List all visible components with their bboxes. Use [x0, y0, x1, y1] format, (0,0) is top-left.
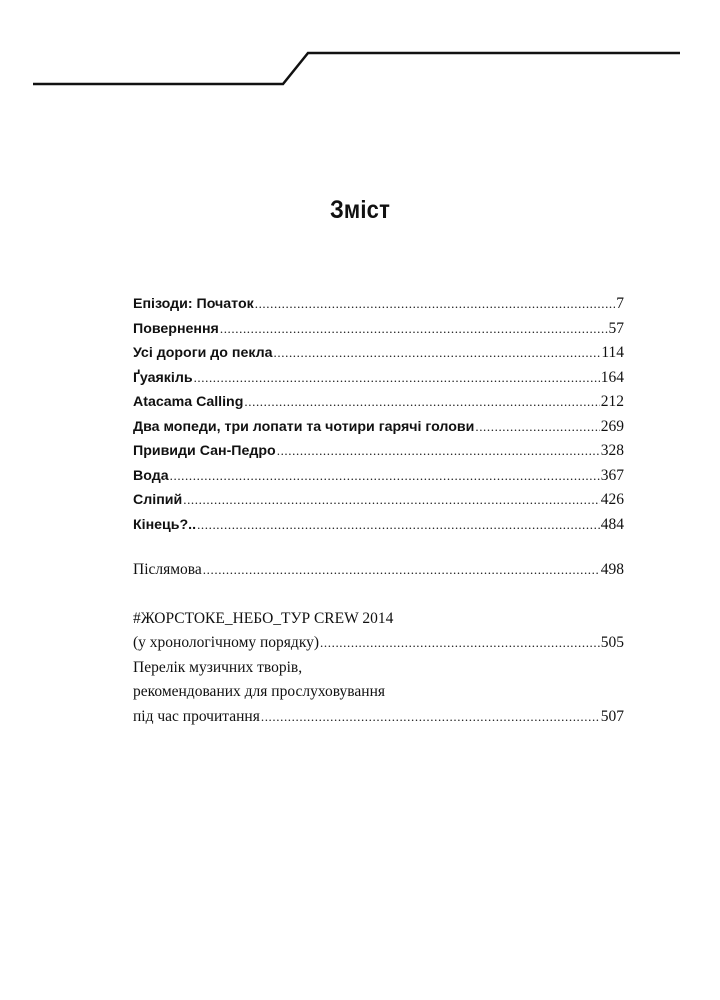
toc-entry[interactable] — [133, 464, 624, 489]
toc-entry-page: 7 — [616, 295, 624, 312]
dot-leader — [220, 317, 608, 342]
toc-entry-page: 114 — [601, 344, 624, 361]
toc-entry-page: 328 — [600, 442, 624, 459]
toc-entry-page: 212 — [600, 393, 624, 410]
dot-leader — [255, 292, 616, 317]
spacer — [133, 583, 624, 607]
toc-backmatter — [133, 558, 624, 729]
toc-entry-title: (у хронологічному порядку) — [133, 634, 320, 651]
toc-entry-title: Atacama Calling — [133, 394, 244, 410]
toc-entry-page: 498 — [600, 561, 624, 578]
toc-entry-title: Вода — [133, 467, 169, 484]
toc-entry-title: Два мопеди, три лопати та чотири гарячі голови — [133, 418, 475, 435]
toc-entry[interactable] — [133, 341, 624, 366]
toc-entry[interactable] — [133, 488, 624, 513]
toc-entry-title: Епізоди: Початок — [133, 296, 254, 312]
toc-entry-title: Привиди Сан-Педро — [133, 443, 276, 459]
toc-entry-page: 367 — [600, 466, 624, 484]
toc-entry[interactable] — [133, 366, 624, 391]
dot-leader — [261, 705, 600, 730]
toc-entry-title: Кінець?.. — [133, 516, 197, 533]
toc-entry-crew-heading[interactable] — [133, 607, 624, 632]
toc-chapters — [133, 292, 624, 537]
toc-entry[interactable] — [133, 513, 624, 538]
toc-entry-music-line[interactable] — [133, 680, 624, 705]
dot-leader — [194, 366, 600, 391]
dot-leader — [197, 513, 600, 538]
dot-leader — [320, 631, 600, 656]
page-title: Зміст — [329, 196, 391, 224]
toc-entry-page: 507 — [600, 707, 624, 725]
dot-leader — [475, 415, 599, 440]
toc-entry-page: 164 — [600, 368, 624, 386]
toc-entry-title: Сліпий — [133, 492, 183, 508]
toc-entry-music-line[interactable] — [133, 656, 624, 681]
toc-entry[interactable] — [133, 415, 624, 440]
toc-entry[interactable] — [133, 292, 624, 317]
toc-entry-page: 505 — [600, 634, 624, 651]
toc-entry-page: 57 — [608, 319, 624, 337]
dot-leader — [244, 390, 599, 415]
header-rule — [0, 0, 720, 100]
toc-entry-title: #ЖОРСТОКЕ_НЕБО_ТУР CREW 2014 — [133, 609, 394, 627]
toc-entry-music[interactable] — [133, 705, 624, 730]
dot-leader — [277, 439, 600, 464]
toc-entry-crew[interactable] — [133, 631, 624, 656]
dot-leader — [203, 558, 600, 583]
toc-entry-title: Післямова — [133, 561, 202, 578]
toc-entry-page: 426 — [600, 491, 624, 508]
toc-entry-title: під час прочитання — [133, 707, 260, 725]
toc-entry-title: Ґуаякіль — [133, 369, 193, 386]
toc-entry-page: 269 — [600, 417, 624, 435]
toc-entry-title: Усі дороги до пекла — [133, 345, 273, 361]
toc-entry-title: рекомендованих для прослуховування — [133, 683, 385, 700]
dot-leader — [183, 488, 600, 513]
toc-entry-title: Перелік музичних творів, — [133, 658, 303, 676]
toc-entry[interactable] — [133, 317, 624, 342]
toc-entry-title: Повернення — [133, 320, 219, 337]
dot-leader — [274, 341, 601, 366]
toc-entry[interactable] — [133, 390, 624, 415]
toc-entry[interactable] — [133, 439, 624, 464]
toc-entry-page: 484 — [600, 515, 624, 533]
toc-entry-afterword[interactable] — [133, 558, 624, 583]
dot-leader — [170, 464, 600, 489]
